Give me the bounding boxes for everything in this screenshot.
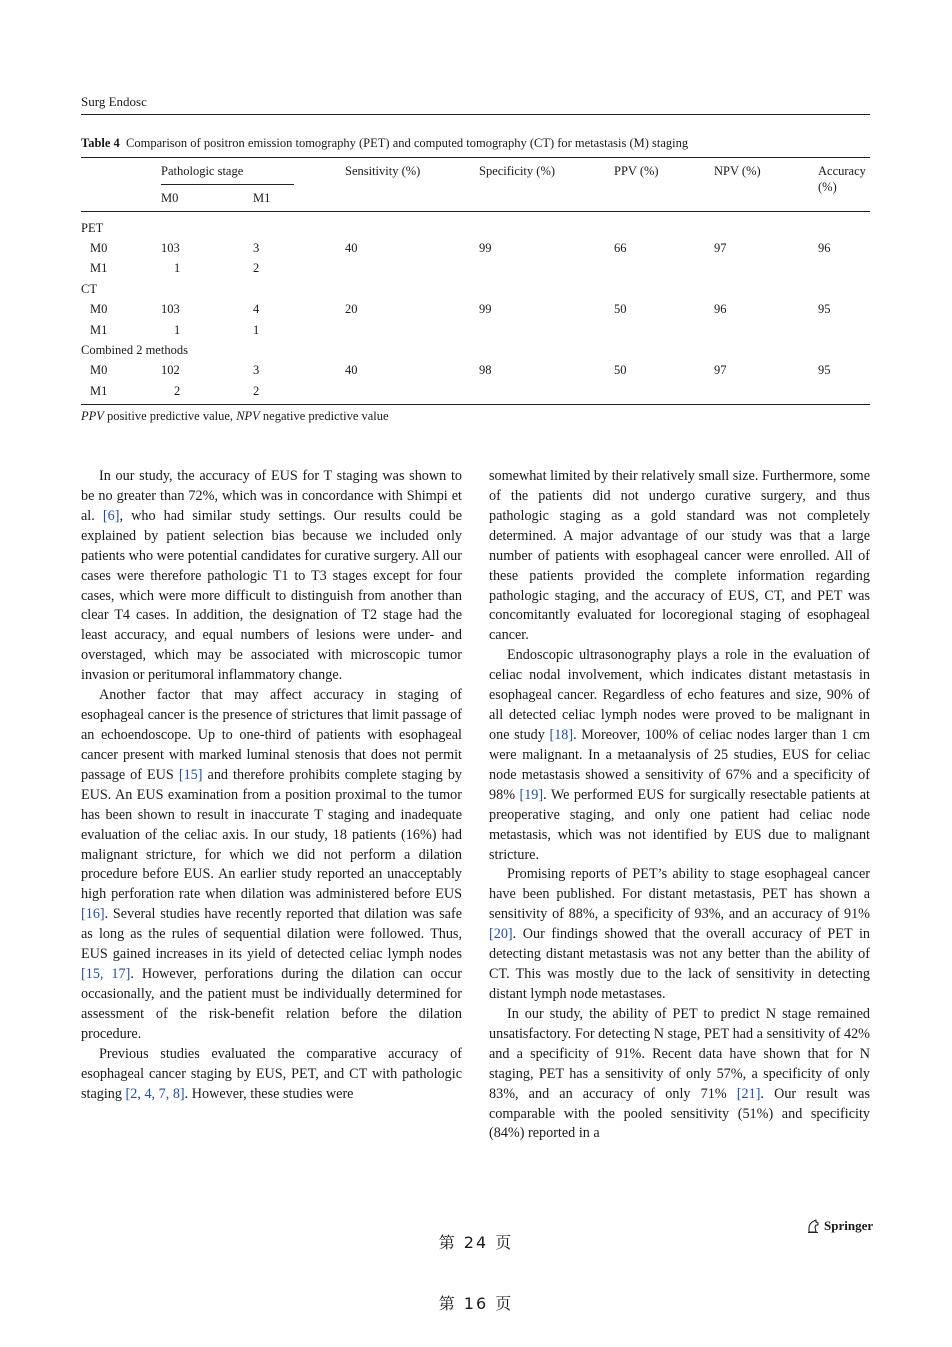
header-specificity: Specificity (%): [479, 164, 556, 178]
paragraph-text: In our study, the accuracy of EUS for T staging was shown to be no greater than 72%, which was in concordance with Shimpi et al.: [81, 468, 462, 524]
cell-sensitivity: 40: [345, 363, 358, 377]
paragraph-text: Promising reports of PET’s ability to stage esophageal cancer have been published. For distant metastasis, PET has shown a sensitivity of 88%, a specificity of 93%, and an accuracy of 91%: [489, 866, 870, 923]
paragraph-text: Endoscopic ultrasonography plays a role in the evaluation of celiac nodal involvement, which indicates distant metastasis in esophageal cancer. Regardless of echo features and size, 90% of all detected celiac lymph nodes were proved to be malignant in one study: [489, 647, 870, 743]
cell-m0: 2: [174, 384, 181, 398]
citation-link[interactable]: [2, 4, 7, 8]: [125, 1085, 185, 1102]
cell-m1: 4: [253, 302, 260, 316]
citation-link[interactable]: [16]: [81, 906, 105, 923]
footnote-npv-text: negative predictive value: [259, 409, 389, 423]
body-paragraph: [489, 646, 870, 865]
table-footnote: [81, 409, 389, 424]
citation-link[interactable]: [15]: [178, 766, 203, 783]
row-label: M0: [90, 241, 108, 255]
citation-link[interactable]: [18]: [549, 726, 574, 743]
table-label: Table 4: [81, 136, 120, 150]
body-column-right: [489, 467, 870, 1144]
header-ppv: PPV (%): [614, 164, 659, 178]
paragraph-text: . However, perforations during the dilation can occur occasionally, and the patient must be individually determined for assessment of the risk-benefit relation before the dilation procedure.: [81, 966, 462, 1042]
paragraph-text: . Moreover, 100% of celiac nodes larger than 1 cm were malignant. In a metaanalysis of 25 studies, EUS for celiac node metastasis showed a sensitivity of 67% and a specificity of 98%: [489, 726, 870, 803]
group-label-ct: CT: [81, 282, 97, 296]
cell-specificity: 98: [479, 363, 492, 377]
header-rule: [81, 114, 870, 115]
cell-accuracy: 95: [818, 302, 831, 316]
cell-m0: 102: [161, 363, 180, 377]
cell-npv: 97: [714, 363, 727, 377]
header-m0: M0: [161, 191, 179, 205]
group-label-pet: PET: [81, 221, 104, 235]
cell-specificity: 99: [479, 241, 492, 255]
paragraph-text: . Several studies have recently reported that dilation was safe as long as the rules of sequential dilation were followed. Thus, EUS gained increases in its yield of detected celiac lymph nodes: [81, 906, 462, 963]
row-label: M1: [90, 323, 108, 337]
cell-m1: 3: [253, 241, 260, 255]
cell-m0: 103: [161, 302, 180, 316]
cell-m1: 2: [253, 384, 260, 398]
cell-m1: 2: [253, 261, 260, 275]
cell-sensitivity: 40: [345, 241, 358, 255]
body-paragraph: [81, 467, 462, 686]
header-sensitivity: Sensitivity (%): [345, 164, 421, 178]
cell-m0: 103: [161, 241, 180, 255]
pathologic-stage-rule: [161, 184, 294, 185]
header-m1: M1: [253, 191, 271, 205]
paragraph-text: . Our findings showed that the overall accuracy of PET in detecting distant metastasis was not any better than the ability of CT. This was mostly due to the lack of sensitivity in detecting distant lymph node metastases.: [489, 926, 870, 1002]
cell-npv: 97: [714, 241, 727, 255]
paragraph-text: . However, these studies were: [184, 1085, 354, 1102]
table-top-rule: [81, 157, 870, 158]
cell-accuracy: 95: [818, 363, 831, 377]
table-header-rule: [81, 211, 870, 212]
body-paragraph: [81, 686, 462, 1045]
cell-sensitivity: 20: [345, 302, 358, 316]
citation-link[interactable]: [6]: [102, 507, 120, 524]
cell-accuracy: 96: [818, 241, 831, 255]
cell-ppv: 50: [614, 302, 627, 316]
page-number-label-secondary: 第 16 页: [438, 1294, 514, 1313]
paragraph-text: somewhat limited by their relatively small size. Furthermore, some of the patients did not undergo curative surgery, and thus pathologic staging as a gold standard was not completely determined. A major advantage of our study was that a large number of patients with esophageal cancer were enrolled. All of these patients provided the complete information regarding pathologic staging, and the accuracy of EUS, CT, and PET was concomitantly evaluated for locoregional staging of esophageal cancer.: [489, 468, 870, 644]
cell-ppv: 50: [614, 363, 627, 377]
paragraph-text: . Our result was comparable with the pooled sensitivity (51%) and specificity (84%) reported in a: [489, 1085, 871, 1142]
paragraph-text: and therefore prohibits complete staging by EUS. An EUS examination from a position proximal to the tumor has been shown to result in inaccurate T staging and inadequate evaluation of the celiac axis. In our study, 18 patients (16%) had malignant stricture, for which we did not perform a dilation procedure before EUS. An earlier study reported an unacceptably high perforation rate when dilation was administered before EUS: [81, 766, 463, 903]
row-label: M0: [90, 363, 108, 377]
row-label: M0: [90, 302, 108, 316]
table-bottom-rule: [81, 404, 870, 405]
header-pathologic-stage: Pathologic stage: [161, 164, 244, 178]
paragraph-text: Another factor that may affect accuracy in staging of esophageal cancer is the presence of strictures that limit passage of an echoendoscope. Up to one-third of patients with esophageal cancer present with marked luminal stenosis that does not permit passage of EUS: [81, 687, 462, 783]
citation-link[interactable]: [19]: [519, 786, 544, 803]
body-paragraph: [489, 865, 870, 1004]
citation-link[interactable]: [20]: [489, 926, 513, 943]
footnote-npv-abbr: NPV: [236, 409, 260, 423]
body-paragraph: [489, 467, 870, 646]
body-paragraph: [81, 1045, 462, 1105]
paragraph-text: In our study, the ability of PET to predict N stage remained unsatisfactory. For detecting N stage, PET had a sensitivity of 42% and a specificity of 91%. Recent data have shown that for N staging, PET has a sensitivity of only 57%, a specificity of only 83%, and an accuracy of only 71%: [489, 1005, 870, 1102]
paragraph-text: Previous studies evaluated the comparative accuracy of esophageal cancer staging by EUS, PET, and CT with pathologic staging: [81, 1045, 462, 1102]
row-label: M1: [90, 384, 108, 398]
footnote-ppv-text: positive predictive value,: [103, 409, 237, 423]
table-caption: [81, 136, 688, 151]
cell-m1: 1: [253, 323, 260, 337]
header-npv: NPV (%): [714, 164, 761, 178]
cell-ppv: 66: [614, 241, 627, 255]
journal-name: Surg Endosc: [81, 94, 147, 109]
paragraph-text: , who had similar study settings. Our results could be explained by patient selection bias because we included only patients who were potential candidates for curative surgery. All our cases were therefore pathologic T1 to T3 stages except for four cases, which were more difficult to distinguish from another than clear T4 cases. In addition, the designation of T2 stage had the least accuracy, and equal numbers of lesions were under- and overstaged, which may be associated with microscopic tumor invasion or peritumoral inflammatory change.: [81, 507, 462, 684]
citation-link[interactable]: [15, 17]: [81, 966, 131, 983]
page-number-label: 第 24 页: [438, 1233, 514, 1252]
publisher-name: Springer: [824, 1218, 874, 1233]
paragraph-text: . We performed EUS for surgically resectable patients at preoperative staging, and only one patient had celiac node metastasis, which was not identified by EUS due to malignant stricture.: [489, 786, 870, 863]
cell-m1: 3: [253, 363, 260, 377]
footnote-ppv-abbr: PPV: [81, 409, 104, 423]
cell-m0: 1: [174, 261, 181, 275]
cell-npv: 96: [714, 302, 727, 316]
citation-link[interactable]: [21]: [736, 1085, 761, 1102]
cell-m0: 1: [174, 323, 181, 337]
table-caption-text: Comparison of positron emission tomography (PET) and computed tomography (CT) for metastasis (M) staging: [126, 136, 689, 150]
body-paragraph: [489, 1005, 870, 1144]
group-label-combined: Combined 2 methods: [81, 343, 188, 357]
row-label: M1: [90, 261, 108, 275]
body-column-left: [81, 467, 462, 1105]
cell-specificity: 99: [479, 302, 492, 316]
header-accuracy: Accuracy (%): [818, 164, 866, 194]
